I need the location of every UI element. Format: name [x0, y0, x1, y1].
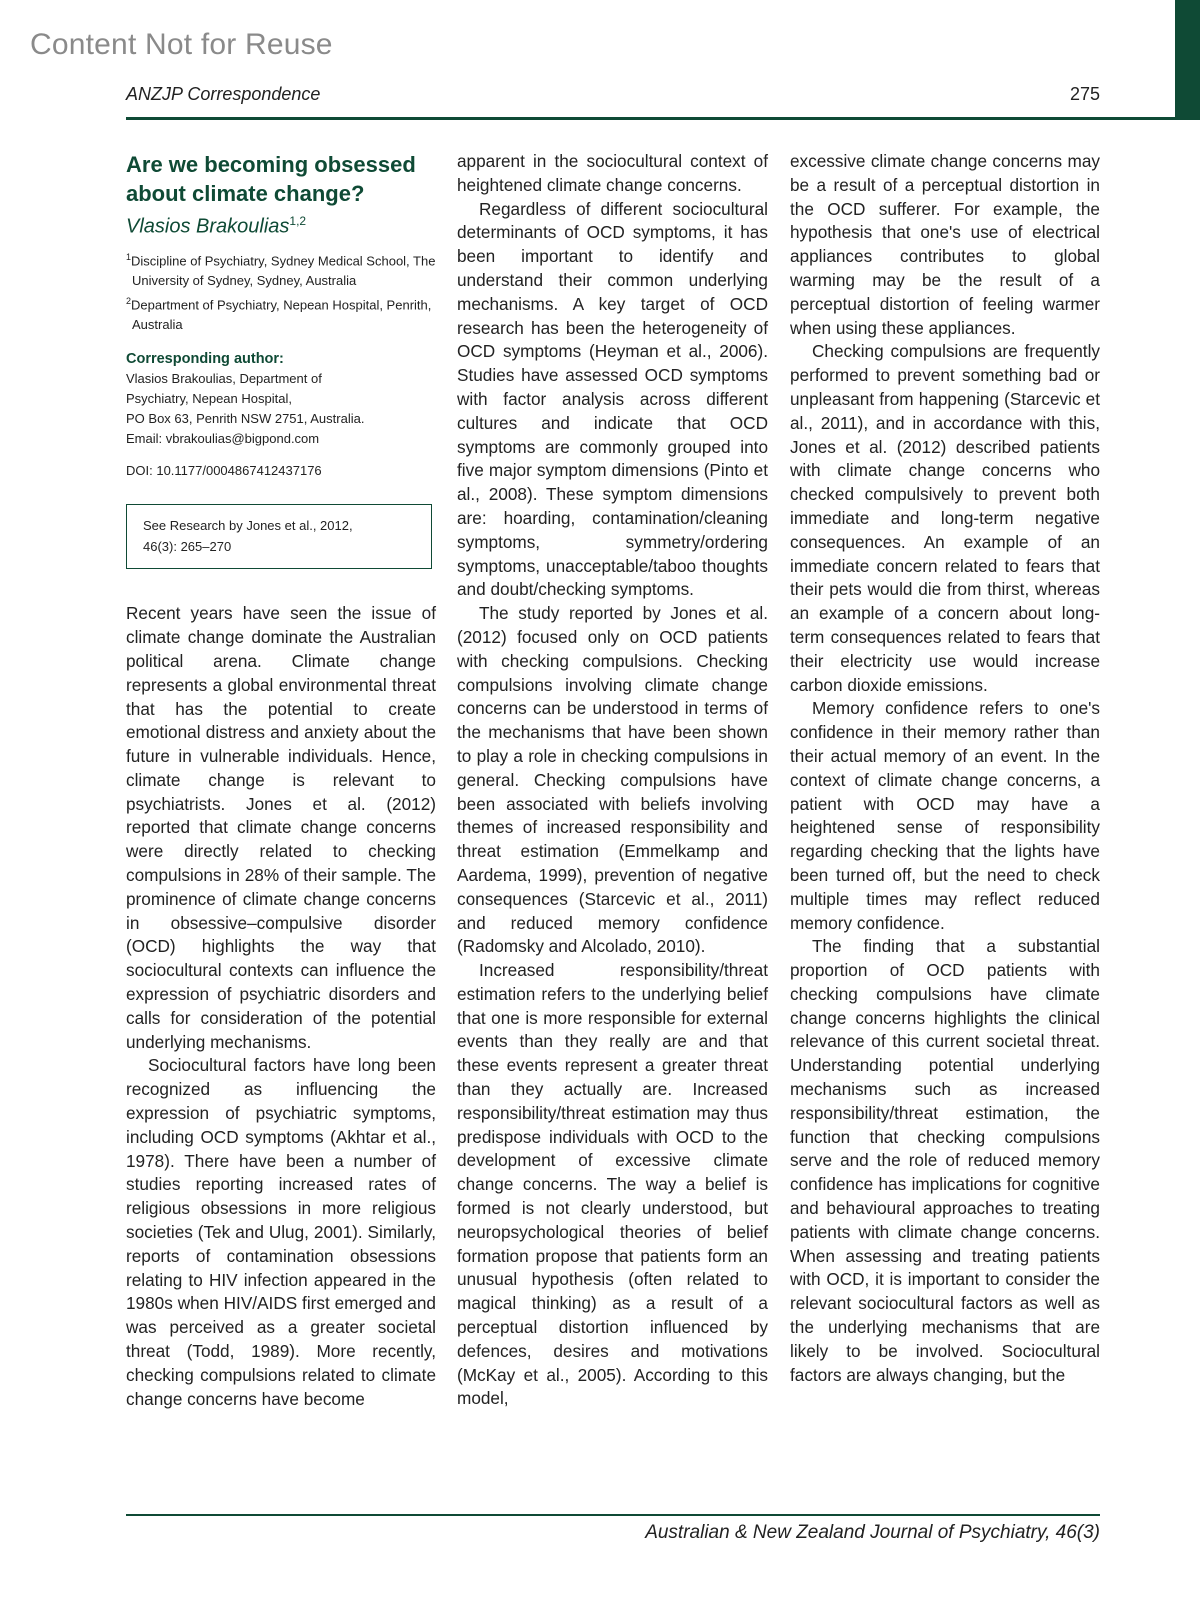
corresponding-line-1: Vlasios Brakoulias, Department of	[126, 371, 322, 387]
see-research-box	[126, 504, 432, 569]
paragraph-2-continued: apparent in the sociocultural context of heightened climate change concerns.	[457, 151, 768, 195]
corner-color-tab	[1175, 0, 1200, 118]
paragraph-7: Memory confidence refers to one's confidence in their memory rather than their actual memory of an event. In the context of climate change concerns, a patient with OCD may have a heightened sense of responsibility regarding checking that the lights have been turned off, but the need to check multiple times may reflect reduced memory confidence.	[790, 698, 1100, 933]
author-affiliation-marks: 1,2	[289, 214, 307, 228]
paragraph-6: Checking compulsions are frequently performed to prevent something bad or unpleasant from happening (Starcevic et al., 2011), and in accordance with this, Jones et al. (2012) described patients with climate change concerns who checked compulsively to prevent both immediate and long-term negative consequences. An example of an immediate concern related to fears that their pets would die from thirst, whereas an example of a concern about long-term consequences related to fears that their electricity use would increase carbon dioxide emissions.	[790, 341, 1100, 695]
running-head: ANZJP Correspondence	[126, 84, 321, 104]
page-number: 275	[1069, 84, 1100, 104]
corresponding-author-details	[126, 369, 436, 449]
affiliation-1	[126, 247, 436, 291]
doi: DOI: 10.1177/0004867412437176	[126, 463, 322, 479]
affiliation-2-text: Department of Psychiatry, Nepean Hospital, Penrith, Australia	[131, 297, 432, 333]
paragraph-1: Recent years have seen the issue of climate change dominate the Australian political arena. Climate change represents a global environmental threat that has the potential to create emotional distress and anxiety about the future in vulnerable individuals. Hence, climate change is relevant to psychiatrists. Jones et al. (2012) reported that climate change concerns were directly related to checking compulsions in 28% of their sample. The prominence of climate change concerns in obsessive–compulsive disorder (OCD) highlights the way that sociocultural contexts can influence the expression of psychiatric disorders and calls for consideration of the potential underlying mechanisms.	[126, 603, 436, 1052]
paragraph-5-continued: excessive climate change concerns may be a result of a perceptual distortion in the OCD sufferer. For example, the hypothesis that one's use of electrical appliances contributes to global warming may be the result of a perceptual distortion of feeling warmer when using these appliances.	[790, 151, 1100, 338]
corresponding-line-3: PO Box 63, Penrith NSW 2751, Australia.	[126, 411, 365, 427]
journal-footer: Australian & New Zealand Journal of Psychiatry, 46(3)	[645, 1522, 1100, 1543]
watermark-text: Content Not for Reuse	[30, 28, 333, 61]
paragraph-4: The study reported by Jones et al. (2012) focused only on OCD patients with checking compulsions. Checking compulsions involving climate change concerns can be understood in terms of the mechanisms that have been shown to play a role in checking compulsions in general. Checking compulsions have been associated with beliefs involving themes of increased responsibility and threat estimation (Emmelkamp and Aardema, 1999), prevention of negative consequences (Starcevic et al., 2011) and reduced memory confidence (Radomsky and Alcolado, 2010).	[457, 603, 768, 957]
column-3	[790, 150, 1100, 1387]
affiliation-1-mark: 1	[126, 251, 132, 262]
column-1	[126, 150, 436, 1411]
see-research-line-1: See Research by Jones et al., 2012,	[143, 518, 353, 534]
author-name	[126, 214, 436, 239]
footer-rule	[126, 1514, 1100, 1516]
header-rule	[126, 117, 1200, 120]
corresponding-email: Email: vbrakoulias@bigpond.com	[126, 431, 320, 447]
paragraph-5: Increased responsibility/threat estimation refers to the underlying belief that one is more responsible for external events than they really are and that these events represent a greater threat than they actually are. Increased responsibility/threat estimation may thus predispose individuals with OCD to the development of excessive climate change concerns. The way a belief is formed is not clearly understood, but neuropsychological theories of belief formation propose that patients form an unusual hypothesis (often related to magical thinking) as a result of a perceptual distortion influenced by defences, desires and motivations (McKay et al., 2005). According to this model,	[457, 960, 768, 1409]
article-title: Are we becoming obsessed about climate change?	[126, 152, 416, 206]
author-name-text: Vlasios Brakoulias	[126, 215, 290, 238]
see-research-line-2: 46(3): 265–270	[143, 539, 232, 555]
column-2	[457, 150, 768, 1411]
paragraph-8: The finding that a substantial proportion of OCD patients with checking compulsions have climate change concerns highlights the clinical relevance of this current societal threat. Understanding potential underlying mechanisms such as increased responsibility/threat estimation, the function that checking compulsions serve and the role of reduced memory confidence has implications for cognitive and behavioural approaches to treating patients with climate change concerns. When assessing and treating patients with OCD, it is important to consider the relevant sociocultural factors as well as the underlying mechanisms that are likely to be involved. Sociocultural factors are always changing, but the	[790, 936, 1100, 1385]
affiliations	[126, 247, 436, 336]
corresponding-author-heading: Corresponding author:	[126, 351, 284, 368]
affiliation-2-mark: 2	[126, 295, 132, 306]
affiliation-2	[126, 291, 436, 335]
corresponding-line-2: Psychiatry, Nepean Hospital,	[126, 391, 292, 407]
affiliation-1-text: Discipline of Psychiatry, Sydney Medical School, The University of Sydney, Sydney, Australia	[131, 252, 436, 288]
paragraph-2: Sociocultural factors have long been recognized as influencing the expression of psychiatric symptoms, including OCD symptoms (Akhtar et al., 1978). There have been a number of studies reporting increased rates of religious obsessions in more religious societies (Tek and Ulug, 2001). Similarly, reports of contamination obsessions relating to HIV infection appeared in the 1980s when HIV/AIDS first emerged and was perceived as a greater societal threat (Todd, 1989). More recently, checking compulsions related to climate change concerns have become	[126, 1055, 436, 1409]
paragraph-3: Regardless of different sociocultural determinants of OCD symptoms, it has been important to identify and understand their common underlying mechanisms. A key target of OCD research has been the heterogeneity of OCD symptoms (Heyman et al., 2006). Studies have assessed OCD symptoms with factor analysis across different cultures and indicate that OCD symptoms are commonly grouped into five major symptom dimensions (Pinto et al., 2008). These symptom dimensions are: hoarding, contamination/cleaning symptoms, symmetry/ordering symptoms, unacceptable/taboo thoughts and doubt/checking symptoms.	[457, 198, 768, 600]
